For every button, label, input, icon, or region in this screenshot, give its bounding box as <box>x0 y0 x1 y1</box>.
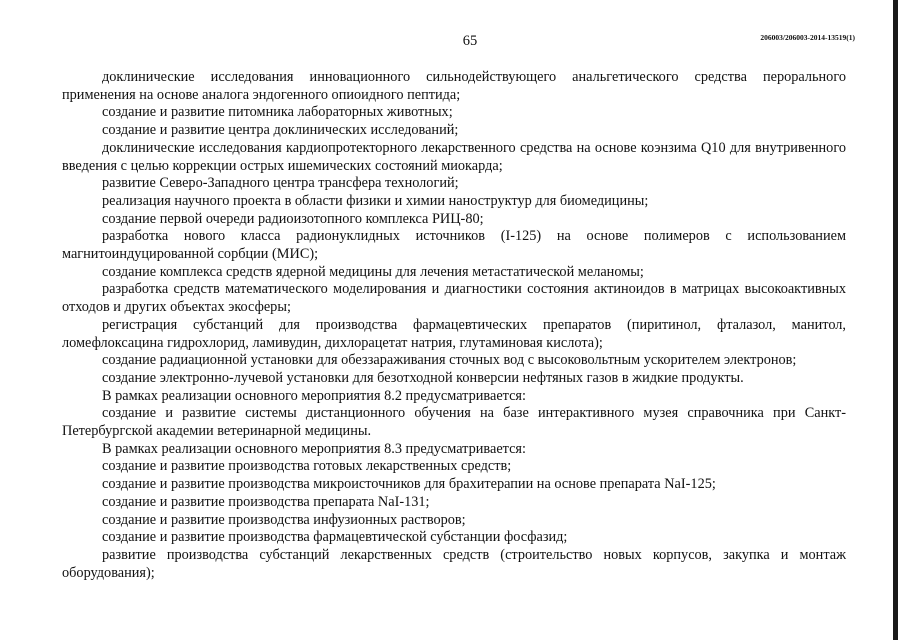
paragraph: создание электронно-лучевой установки для безотходной конверсии нефтяных газов в жидкие продукты. <box>102 369 744 386</box>
paragraph: создание и развитие системы дистанционного обучения на базе интерактивного музея справочника при Санкт-Петербургской академии ветеринарной медицины. <box>62 405 846 440</box>
scan-border-right <box>893 0 898 640</box>
paragraph: доклинические исследования кардиопротекторного лекарственного средства на основе коэнзима Q10 для внутривенного введения с целью коррекции острых ишемических состояний миокарда; <box>62 139 846 174</box>
section-intro: В рамках реализации основного мероприятия 8.3 предусматривается: <box>102 440 526 457</box>
paragraph: развитие производства субстанций лекарственных средств (строительство новых корпусов, закупка и монтаж оборудования); <box>62 546 846 581</box>
paragraph: реализация научного проекта в области физики и химии наноструктур для биомедицины; <box>102 192 649 209</box>
paragraph: создание первой очереди радиоизотопного комплекса РИЦ-80; <box>102 210 484 227</box>
page-number: 65 <box>462 33 478 49</box>
document-body <box>62 69 846 582</box>
paragraph: разработка средств математического моделирования и диагностики состояния актиноидов в матрицах высокоактивных отходов и других объектах экосферы; <box>62 281 846 316</box>
paragraph: создание и развитие центра доклинических исследований; <box>102 122 459 139</box>
document-code: 206003/206003-2014-13519(1) <box>760 33 855 42</box>
paragraph: создание и развитие производства инфузионных растворов; <box>102 511 466 528</box>
paragraph: регистрация субстанций для производства фармацевтических препаратов (пиритинол, фталазол, манитол, ломефлоксацина гидрохлорид, ламивудин, дихлорацетат натрия, глутаминовая кислота); <box>62 316 846 351</box>
paragraph: создание и развитие питомника лабораторных животных; <box>102 104 453 121</box>
paragraph: создание и развитие производства микроисточников для брахитерапии на основе препарата NaI-125; <box>102 476 716 493</box>
paragraph: создание радиационной установки для обеззараживания сточных вод с высоковольтным ускорителем электронов; <box>102 352 797 369</box>
paragraph: разработка нового класса радионуклидных источников (I-125) на основе полимеров с использованием магнитоиндуцированной сорбции (МИС); <box>62 228 846 263</box>
section-intro: В рамках реализации основного мероприятия 8.2 предусматривается: <box>102 387 526 404</box>
paragraph: создание и развитие производства препарата NaI-131; <box>102 493 430 510</box>
paragraph: развитие Северо-Западного центра трансфера технологий; <box>102 175 459 192</box>
paragraph: создание и развитие производства фармацевтической субстанции фосфазид; <box>102 529 568 546</box>
paragraph: доклинические исследования инновационного сильнодействующего анальгетического средства перорального применения на основе аналога эндогенного опиоидного пептида; <box>62 69 846 103</box>
paragraph: создание и развитие производства готовых лекарственных средств; <box>102 458 512 475</box>
paragraph: создание комплекса средств ядерной медицины для лечения метастатической меланомы; <box>102 263 644 280</box>
